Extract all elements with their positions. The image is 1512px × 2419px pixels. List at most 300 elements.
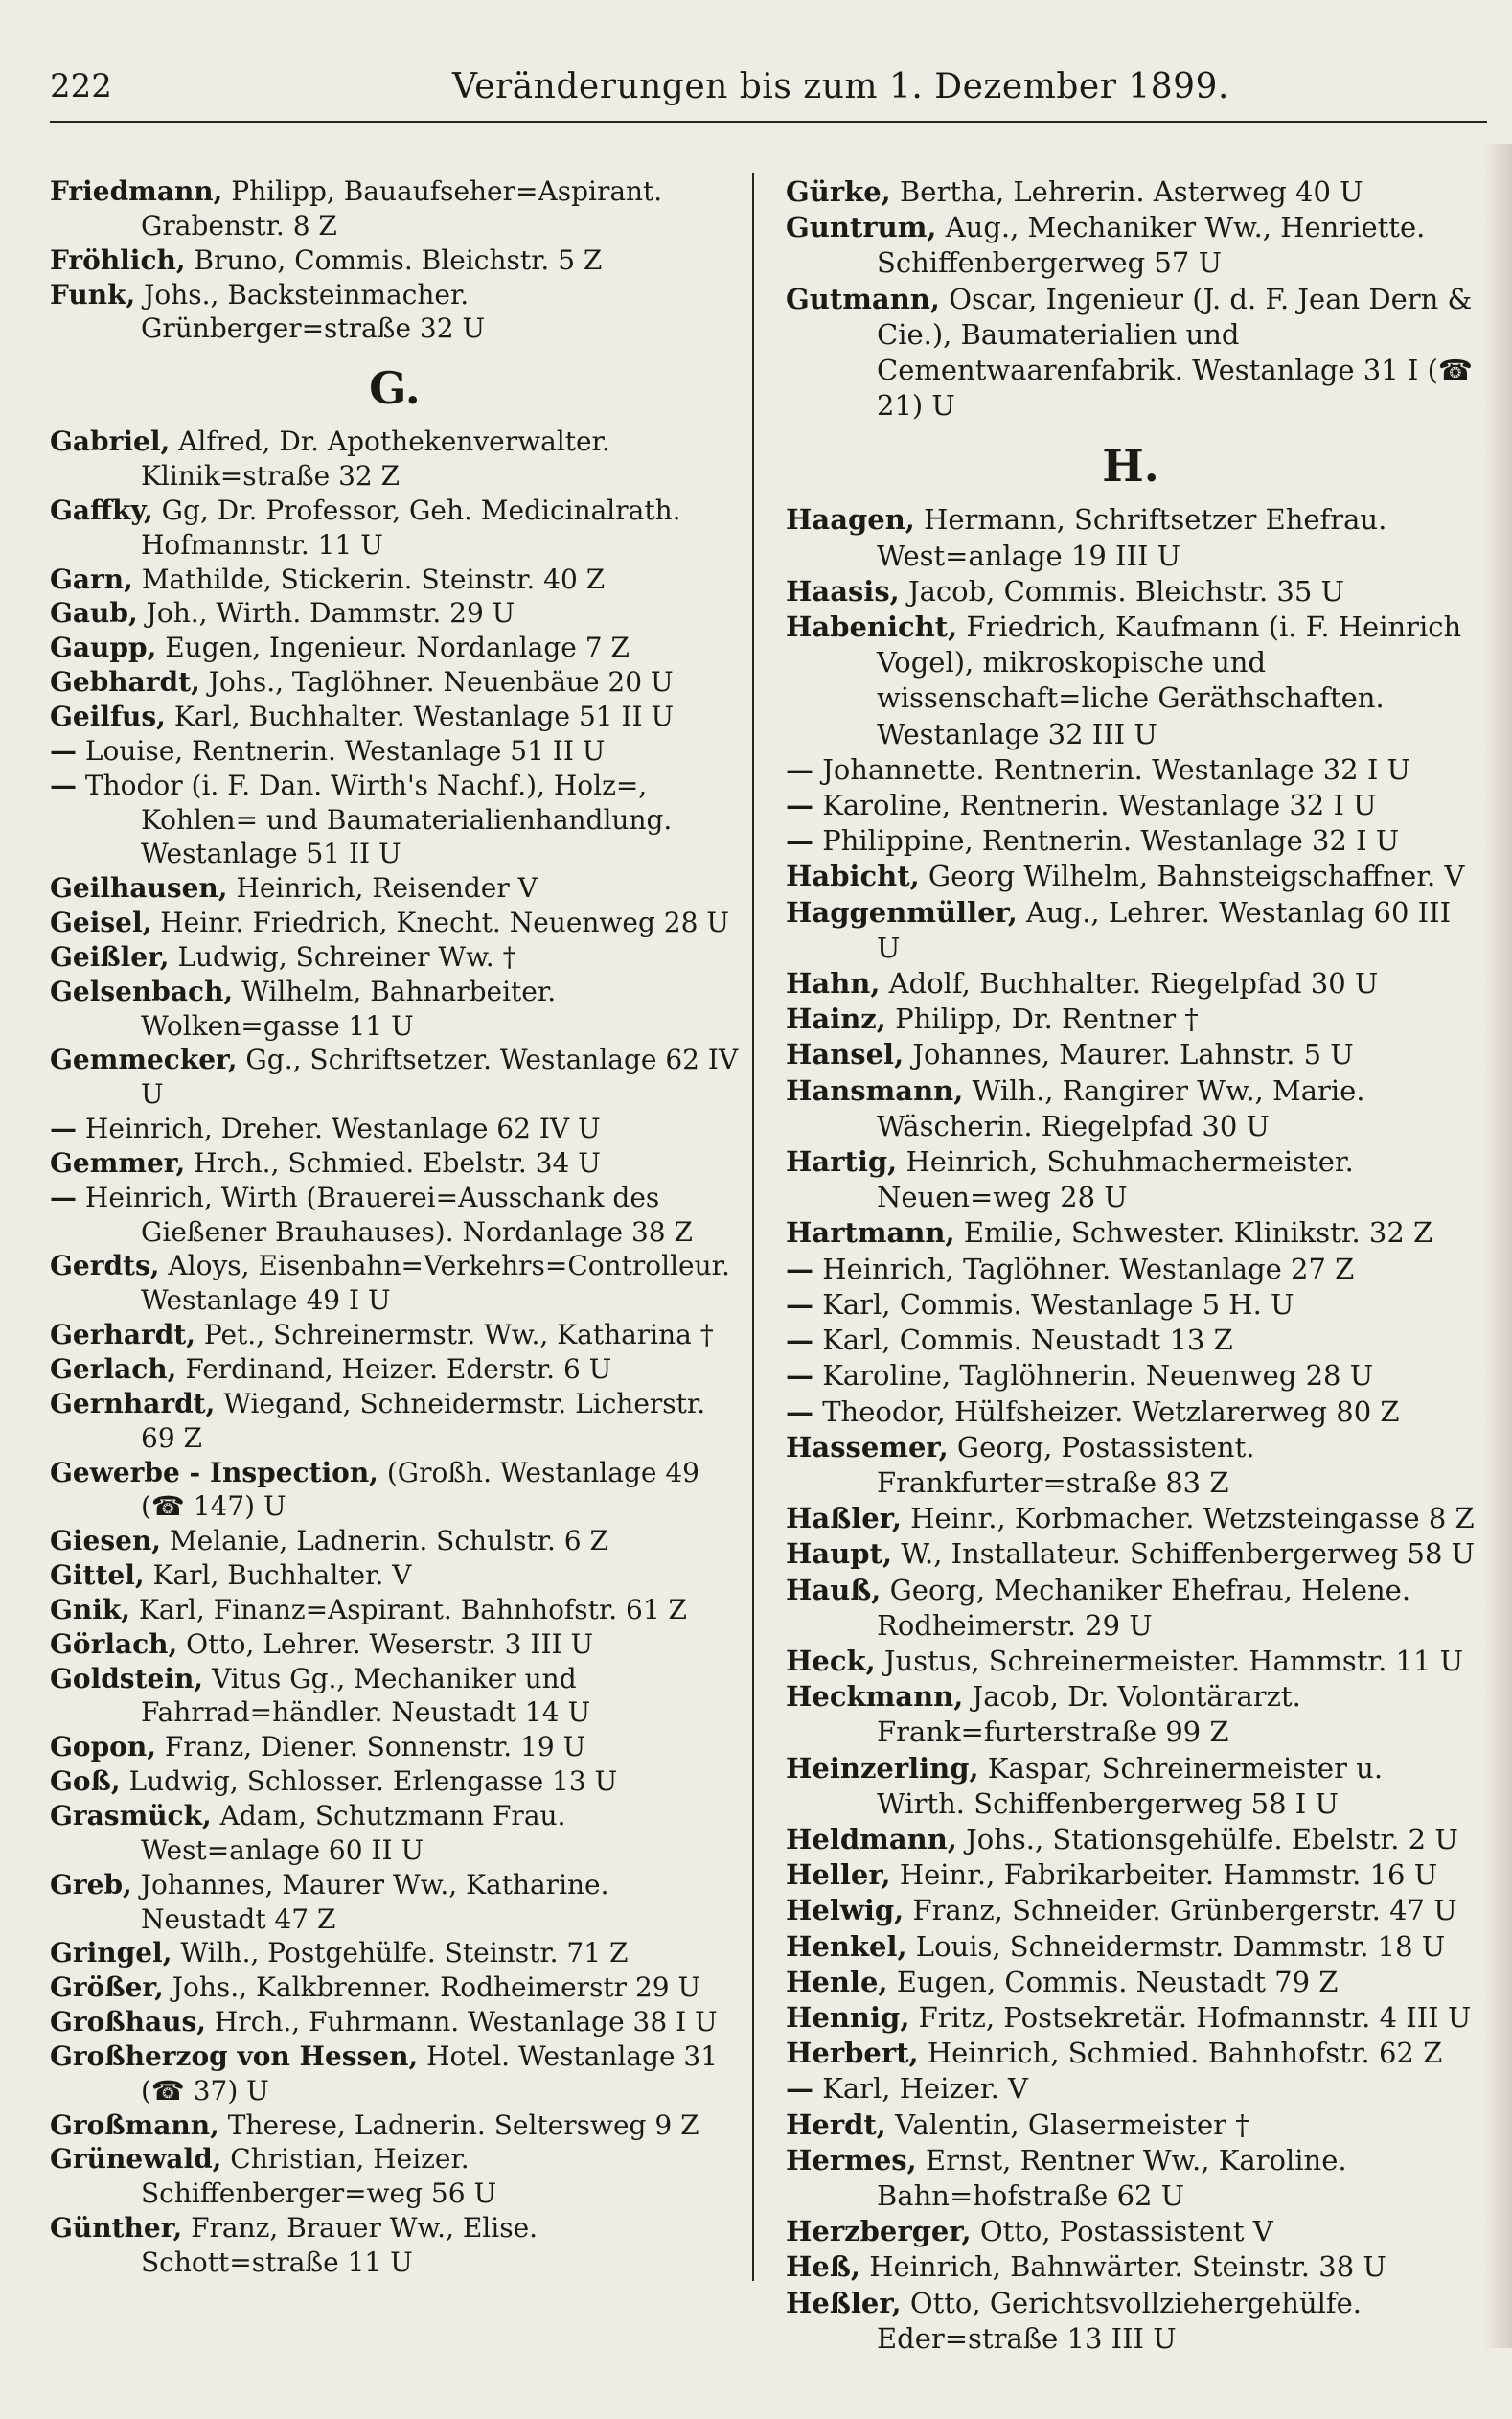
entry-details: Georg, Postassistent. Frankfurter=straße 83 Z [877, 1430, 1255, 1499]
entry-line [50, 563, 740, 597]
entry-name: — [786, 824, 813, 858]
entry-details: Wilhelm, Bahnarbeiter. Wolken=gasse 11 U [141, 975, 557, 1042]
directory-entry [50, 1662, 740, 1731]
directory-entry [786, 1394, 1476, 1430]
entry-details: Kaspar, Schreinermeister u. Wirth. Schiffenbergerweg 58 I U [877, 1751, 1384, 1820]
directory-entry [50, 278, 740, 347]
entry-details: Gg., Schriftsetzer. Westanlage 62 IV U [141, 1044, 739, 1111]
entry-details: Ludwig, Schreiner Ww. † [169, 940, 516, 973]
entry-name: Grünewald, [50, 2143, 222, 2176]
entry-line [786, 1144, 1476, 1215]
entry-details: Franz, Schneider. Grünbergerstr. 47 U [904, 1894, 1457, 1927]
entry-name: Geilfus, [50, 700, 166, 732]
entry-details: Therese, Ladnerin. Seltersweg 9 Z [218, 2108, 699, 2141]
entry-line [786, 1323, 1476, 1358]
entry-details: Heinrich, Bahnwärter. Steinstr. 38 U [859, 2250, 1386, 2284]
entry-line [786, 2000, 1476, 2036]
entry-line [786, 1822, 1476, 1857]
entry-details: Johs., Stationsgehülfe. Ebelstr. 2 U [956, 1822, 1458, 1855]
entry-details: Johannette. Rentnerin. Westanlage 32 I U [813, 752, 1410, 786]
directory-entry [786, 1430, 1476, 1501]
directory-entry [786, 1965, 1476, 2000]
entry-name: Gerdts, [50, 1250, 160, 1282]
entry-details: Philipp, Dr. Rentner † [885, 1002, 1199, 1036]
entry-details: Heinrich, Schmied. Bahnhofstr. 62 Z [918, 2037, 1443, 2070]
entry-name: Gaupp, [50, 632, 157, 664]
entry-line [50, 1593, 740, 1627]
entry-line [50, 596, 740, 631]
entry-name: — [786, 1359, 813, 1393]
directory-entry [50, 1318, 740, 1352]
directory-entry [50, 1146, 740, 1181]
entry-line [786, 2036, 1476, 2071]
entry-line [50, 1456, 740, 1525]
directory-entry [786, 823, 1476, 859]
entry-name: Giesen, [50, 1525, 162, 1557]
directory-entry [786, 1073, 1476, 1144]
entry-line [50, 1181, 740, 1250]
entry-name: Gernhardt, [50, 1387, 216, 1419]
entry-details: Heinrich, Dreher. Westanlage 62 IV U [77, 1113, 601, 1145]
directory-entry [786, 2249, 1476, 2285]
directory-entry [50, 1524, 740, 1558]
entry-line [50, 631, 740, 665]
directory-entry [50, 1043, 740, 1112]
entry-name: Gaffky, [50, 494, 153, 526]
entry-details: Karoline, Rentnerin. Westanlage 32 I U [813, 789, 1377, 822]
entry-name: Heinzerling, [786, 1751, 979, 1785]
directory-entry [50, 1730, 740, 1764]
entry-line [50, 2005, 740, 2039]
entry-name: Gittel, [50, 1559, 145, 1592]
entry-line [786, 502, 1476, 573]
entry-line [786, 1536, 1476, 1572]
entry-line [50, 1764, 740, 1799]
entry-details: Melanie, Ladnerin. Schulstr. 6 Z [161, 1525, 608, 1557]
entry-details: Gg, Dr. Professor, Geh. Medicinalrath. Hofmannstr. 11 U [141, 494, 681, 561]
entry-details: Valentin, Glasermeister † [885, 2108, 1249, 2141]
entry-details: Louis, Schneidermstr. Dammstr. 18 U [906, 1929, 1446, 1963]
entry-name: Heller, [786, 1858, 891, 1892]
directory-entry [50, 1764, 740, 1799]
entry-name: Hansmann, [786, 1073, 964, 1107]
entry-name: — [786, 1252, 813, 1285]
entry-line [786, 174, 1476, 210]
entry-name: Haasis, [786, 574, 900, 608]
entry-name: Größer, [50, 1971, 164, 2004]
directory-entry [786, 2286, 1476, 2357]
entry-details: Hrch., Schmied. Ebelstr. 34 U [185, 1146, 601, 1179]
entry-line [786, 2108, 1476, 2143]
directory-entry [786, 2036, 1476, 2071]
directory-entry [50, 1112, 740, 1146]
entry-line [50, 2108, 740, 2143]
entry-line [786, 1037, 1476, 1072]
entry-name: Herdt, [786, 2108, 886, 2141]
entry-name: — [50, 1181, 77, 1213]
entry-details: Hotel. Westanlage 31 (☎ 37) U [141, 2039, 719, 2107]
entry-line [50, 1524, 740, 1558]
entry-name: Geilhausen, [50, 872, 228, 905]
entry-line [50, 871, 740, 906]
entry-line [50, 174, 740, 243]
entry-name: Funk, [50, 278, 136, 311]
entry-details: Eugen, Ingenieur. Nordanlage 7 Z [156, 632, 630, 664]
directory-entry [786, 1929, 1476, 1965]
entry-name: Gemmer, [50, 1146, 186, 1179]
entry-name: Grasmück, [50, 1799, 212, 1832]
directory-entry [50, 1456, 740, 1525]
entry-name: Großmann, [50, 2108, 219, 2141]
entry-line [786, 1573, 1476, 1644]
entry-name: Haupt, [786, 1537, 893, 1571]
entry-name: Helwig, [786, 1894, 905, 1927]
entry-details: Emilie, Schwester. Klinikstr. 32 Z [954, 1216, 1433, 1250]
entry-name: Großherzog von Hessen, [50, 2039, 419, 2072]
entry-details: Johs., Kalkbrenner. Rodheimerstr 29 U [163, 1971, 701, 2004]
directory-entry [50, 2142, 740, 2211]
directory-entry [786, 2143, 1476, 2214]
entry-name: Habenicht, [786, 611, 958, 644]
entry-line [50, 1318, 740, 1352]
entry-name: — [786, 752, 813, 786]
entry-line [50, 906, 740, 940]
entry-name: Günther, [50, 2212, 183, 2245]
entry-details: Heinrich, Wirth (Brauerei=Ausschank des Gießener Brauhauses). Nordanlage 38 Z [77, 1181, 693, 1248]
entry-name: Hermes, [786, 2143, 917, 2177]
entry-name: Fröhlich, [50, 243, 186, 276]
entry-line [786, 1751, 1476, 1822]
entry-line [50, 2142, 740, 2211]
directory-entry [50, 1558, 740, 1593]
entry-line [50, 2211, 740, 2280]
directory-entry [786, 1002, 1476, 1037]
entry-details: Friedrich, Kaufmann (i. F. Heinrich Vogel), mikroskopische und wissenschaft=liche Geräthschaften. Westanlage 32 III U [877, 611, 1462, 750]
entry-details: Otto, Gerichtsvollziehergehülfe. Eder=straße 13 III U [877, 2286, 1363, 2355]
entry-details: Justus, Schreinermeister. Hammstr. 11 U [875, 1644, 1464, 1677]
directory-entry [50, 596, 740, 631]
entry-details: Joh., Wirth. Dammstr. 29 U [137, 597, 515, 630]
entry-details: Wiegand, Schneidermstr. Licherstr. 69 Z [141, 1387, 706, 1454]
directory-entry [50, 1799, 740, 1868]
entry-name: Henle, [786, 1965, 888, 1998]
entry-details: Ernst, Rentner Ww., Karoline. Bahn=hofstraße 62 U [877, 2143, 1347, 2212]
entry-details: Karl, Buchhalter. Westanlage 51 II U [165, 700, 675, 732]
entry-line [786, 1929, 1476, 1965]
entry-name: — [786, 789, 813, 822]
entry-name: Haagen, [786, 503, 915, 537]
entry-details: Philipp, Bauaufseher=Aspirant. Grabenstr. 8 Z [141, 175, 663, 242]
directory-entry [50, 563, 740, 597]
directory-entry [786, 1144, 1476, 1215]
directory-entry [50, 1627, 740, 1662]
entry-line [50, 1662, 740, 1731]
directory-entry [50, 940, 740, 975]
section-letter: G. [369, 362, 421, 415]
directory-entry [786, 210, 1476, 281]
entry-details: Johannes, Maurer Ww., Katharine. Neustadt 47 Z [131, 1868, 609, 1935]
entry-name: Gringel, [50, 1937, 172, 1970]
entry-details: Adolf, Buchhalter. Riegelpfad 30 U [880, 967, 1379, 1001]
entry-name: — [786, 2072, 813, 2106]
entry-line [786, 1965, 1476, 2000]
directory-entry [786, 1252, 1476, 1287]
entry-line [50, 700, 740, 734]
entry-details: Jacob, Commis. Bleichstr. 35 U [899, 574, 1344, 608]
entry-name: — [786, 1324, 813, 1357]
entry-line [50, 1730, 740, 1764]
directory-entry [786, 1358, 1476, 1394]
entry-line [786, 574, 1476, 610]
entry-details: Aloys, Eisenbahn=Verkehrs=Controlleur. Westanlage 49 I U [141, 1250, 730, 1317]
directory-entry [786, 1857, 1476, 1893]
directory-entry [50, 1181, 740, 1250]
entry-name: Gemmecker, [50, 1044, 238, 1076]
entry-name: Heck, [786, 1644, 876, 1677]
entry-name: Heß, [786, 2250, 860, 2284]
directory-entry [786, 752, 1476, 788]
entry-line [786, 210, 1476, 281]
directory-entry [786, 574, 1476, 610]
entry-name: Gabriel, [50, 426, 171, 458]
directory-entry [50, 494, 740, 563]
entry-details: Franz, Diener. Sonnenstr. 19 U [155, 1731, 586, 1763]
entry-name: Gutmann, [786, 282, 940, 315]
entry-name: Gopon, [50, 1731, 156, 1763]
entry-name: Geisel, [50, 907, 152, 939]
entry-line [786, 752, 1476, 788]
entry-details: Vitus Gg., Mechaniker und Fahrrad=händler. Neustadt 14 U [141, 1662, 591, 1729]
entry-line [50, 940, 740, 975]
directory-entry [786, 2000, 1476, 2036]
entry-name: Gelsenbach, [50, 975, 234, 1007]
entry-line [786, 1287, 1476, 1323]
directory-entry [786, 1644, 1476, 1679]
entry-name: Heßler, [786, 2286, 902, 2319]
directory-entry [50, 871, 740, 906]
entry-line [786, 1679, 1476, 1750]
directory-entry [786, 1536, 1476, 1572]
entry-line [50, 769, 740, 872]
directory-entry [786, 1287, 1476, 1323]
entry-line [50, 1799, 740, 1868]
entry-line [50, 425, 740, 494]
entry-line [50, 1868, 740, 1937]
directory-entry [786, 788, 1476, 823]
directory-entry [786, 610, 1476, 752]
entry-details: Karoline, Taglöhnerin. Neuenweg 28 U [813, 1359, 1374, 1393]
directory-entry [786, 174, 1476, 210]
entry-details: Johannes, Maurer. Lahnstr. 5 U [904, 1038, 1354, 1071]
entry-details: Heinr., Korbmacher. Wetzsteingasse 8 Z [901, 1502, 1475, 1535]
entry-details: Bertha, Lehrerin. Asterweg 40 U [890, 175, 1363, 208]
entry-details: Ferdinand, Heizer. Ederstr. 6 U [176, 1353, 612, 1385]
directory-entry [786, 1893, 1476, 1928]
directory-entry [50, 665, 740, 700]
entry-name: Herzberger, [786, 2215, 972, 2248]
directory-entry [786, 966, 1476, 1002]
entry-details: Philippine, Rentnerin. Westanlage 32 I U [813, 824, 1400, 858]
entry-name: Greb, [50, 1868, 132, 1901]
entry-name: Hainz, [786, 1002, 886, 1036]
entry-line [786, 1002, 1476, 1037]
directory-entry [50, 1936, 740, 1970]
right-column [786, 174, 1476, 2357]
entry-name: Heckmann, [786, 1680, 964, 1714]
entry-line [786, 1252, 1476, 1287]
entry-name: Hartmann, [786, 1216, 955, 1250]
entry-name: Gaub, [50, 597, 138, 630]
entry-details: Fritz, Postsekretär. Hofmannstr. 4 III U [909, 2000, 1472, 2034]
entry-details: Oscar, Ingenieur (J. d. F. Jean Dern & Cie.), Baumaterialien und Cementwaarenfabrik. Westanlage 31 I (☎ 21) U [877, 282, 1474, 423]
directory-entry [786, 502, 1476, 573]
entry-name: Goß, [50, 1765, 121, 1798]
entry-name: Hassemer, [786, 1430, 949, 1463]
directory-entry [50, 631, 740, 665]
entry-line [50, 2039, 740, 2108]
entry-details: Eugen, Commis. Neustadt 79 Z [887, 1965, 1339, 1998]
directory-entry [786, 1215, 1476, 1251]
entry-line [50, 278, 740, 347]
entry-line [50, 1112, 740, 1146]
directory-entry [786, 1751, 1476, 1822]
directory-entry [50, 243, 740, 278]
entry-line [786, 859, 1476, 894]
directory-entry [50, 2108, 740, 2143]
section-letter: H. [1102, 440, 1159, 493]
entry-line [786, 823, 1476, 859]
entry-details: Karl, Commis. Neustadt 13 Z [813, 1324, 1233, 1357]
entry-name: Guntrum, [786, 211, 937, 244]
entry-details: Georg Wilhelm, Bahnsteigschaffner. V [919, 860, 1465, 893]
directory-entry [50, 906, 740, 940]
entry-details: Hrch., Fuhrmann. Westanlage 38 I U [205, 2006, 718, 2039]
entry-details: Heinrich, Taglöhner. Westanlage 27 Z [813, 1252, 1355, 1285]
entry-line [50, 1558, 740, 1593]
entry-line [786, 610, 1476, 752]
directory-entry [786, 1822, 1476, 1857]
directory-entry [786, 1501, 1476, 1536]
header-rule [50, 121, 1487, 123]
entry-name: Henkel, [786, 1929, 907, 1963]
entry-name: Gewerbe - Inspection, [50, 1456, 378, 1488]
directory-entry [786, 2071, 1476, 2107]
entry-line [50, 1043, 740, 1112]
entry-details: Thodor (i. F. Dan. Wirth's Nachf.), Holz=, Kohlen= und Baumaterialienhandlung. Westanlage 51 II U [77, 769, 673, 870]
page-number: 222 [50, 67, 112, 105]
directory-entry [786, 282, 1476, 425]
entry-details: Bruno, Commis. Bleichstr. 5 Z [185, 243, 603, 276]
entry-name: Friedmann, [50, 175, 223, 207]
directory-entry [50, 2005, 740, 2039]
entry-line [786, 1394, 1476, 1430]
entry-line [786, 788, 1476, 823]
entry-name: Hahn, [786, 967, 881, 1001]
entry-name: — [786, 1287, 813, 1321]
directory-entry [786, 1037, 1476, 1072]
entry-name: Görlach, [50, 1627, 178, 1660]
entry-details: Mathilde, Stickerin. Steinstr. 40 Z [132, 563, 606, 595]
entry-line [786, 2286, 1476, 2357]
entry-details: Karl, Commis. Westanlage 5 H. U [813, 1287, 1294, 1321]
entry-line [786, 2143, 1476, 2214]
directory-entry [786, 895, 1476, 966]
directory-entry [50, 700, 740, 734]
entry-details: Adam, Schutzmann Frau. West=anlage 60 II U [141, 1799, 566, 1866]
entry-details: Georg, Mechaniker Ehefrau, Helene. Rodheimerstr. 29 U [877, 1573, 1411, 1642]
directory-entry [786, 859, 1476, 894]
directory-entry [50, 734, 740, 769]
directory-entry [786, 1573, 1476, 1644]
directory-entry [50, 1352, 740, 1387]
directory-entry [786, 1323, 1476, 1358]
entry-line [50, 1352, 740, 1387]
entry-line [50, 1146, 740, 1181]
entry-details: (Großh. Westanlage 49 (☎ 147) U [141, 1456, 699, 1523]
entry-name: Goldstein, [50, 1662, 204, 1694]
entry-details: Jacob, Dr. Volontärarzt. Frank=furterstraße 99 Z [877, 1680, 1301, 1749]
entry-name: Gebhardt, [50, 666, 200, 699]
entry-name: Haßler, [786, 1502, 902, 1535]
entry-details: Aug., Mechaniker Ww., Henriette. Schiffenbergerweg 57 U [877, 211, 1426, 280]
entry-name: Gerlach, [50, 1353, 177, 1385]
entry-name: — [50, 1113, 77, 1145]
entry-details: Pet., Schreinermstr. Ww., Katharina † [195, 1319, 714, 1351]
entry-line [50, 1936, 740, 1970]
directory-entry [50, 1970, 740, 2005]
entry-name: Haggenmüller, [786, 895, 1018, 929]
entry-line [786, 1644, 1476, 1679]
entry-line [786, 1857, 1476, 1893]
entry-line [786, 2214, 1476, 2249]
entry-name: Garn, [50, 563, 133, 595]
entry-name: — [786, 1394, 813, 1428]
entry-name: Hauß, [786, 1573, 882, 1606]
entry-details: Christian, Heizer. Schiffenberger=weg 56 U [141, 2143, 497, 2210]
entry-details: Aug., Lehrer. Westanlag 60 III U [877, 895, 1452, 964]
entry-line [50, 1249, 740, 1318]
entry-name: Gerhardt, [50, 1319, 195, 1351]
directory-entry [50, 2039, 740, 2108]
entry-line [786, 966, 1476, 1002]
entry-details: Heinrich, Reisender V [227, 872, 538, 905]
entry-name: Heldmann, [786, 1822, 957, 1855]
entry-name: Großhaus, [50, 2006, 206, 2039]
directory-entry [50, 1249, 740, 1318]
entry-line [786, 1430, 1476, 1501]
entry-details: Hermann, Schriftsetzer Ehefrau. West=anlage 19 III U [877, 503, 1387, 572]
entry-line [50, 665, 740, 700]
entry-details: Alfred, Dr. Apothekenverwalter. Klinik=straße 32 Z [141, 426, 610, 493]
entry-name: Gürke, [786, 175, 891, 208]
page-edge-shadow [1483, 144, 1512, 2348]
entry-line [786, 282, 1476, 425]
entry-details: Ludwig, Schlosser. Erlengasse 13 U [120, 1765, 618, 1798]
directory-entry [786, 2214, 1476, 2249]
entry-line [786, 2071, 1476, 2107]
entry-name: Geißler, [50, 940, 170, 973]
entry-details: Otto, Lehrer. Weserstr. 3 III U [177, 1627, 594, 1660]
entry-details: Johs., Taglöhner. Neuenbäue 20 U [199, 666, 674, 699]
directory-entry [786, 1679, 1476, 1750]
left-column [50, 174, 740, 2280]
running-title: Veränderungen bis zum 1. Dezember 1899. [452, 67, 1229, 106]
entry-line [786, 1358, 1476, 1394]
directory-entry [50, 769, 740, 872]
entry-details: Otto, Postassistent V [971, 2215, 1273, 2248]
directory-entry [50, 1593, 740, 1627]
directory-entry [50, 1387, 740, 1456]
